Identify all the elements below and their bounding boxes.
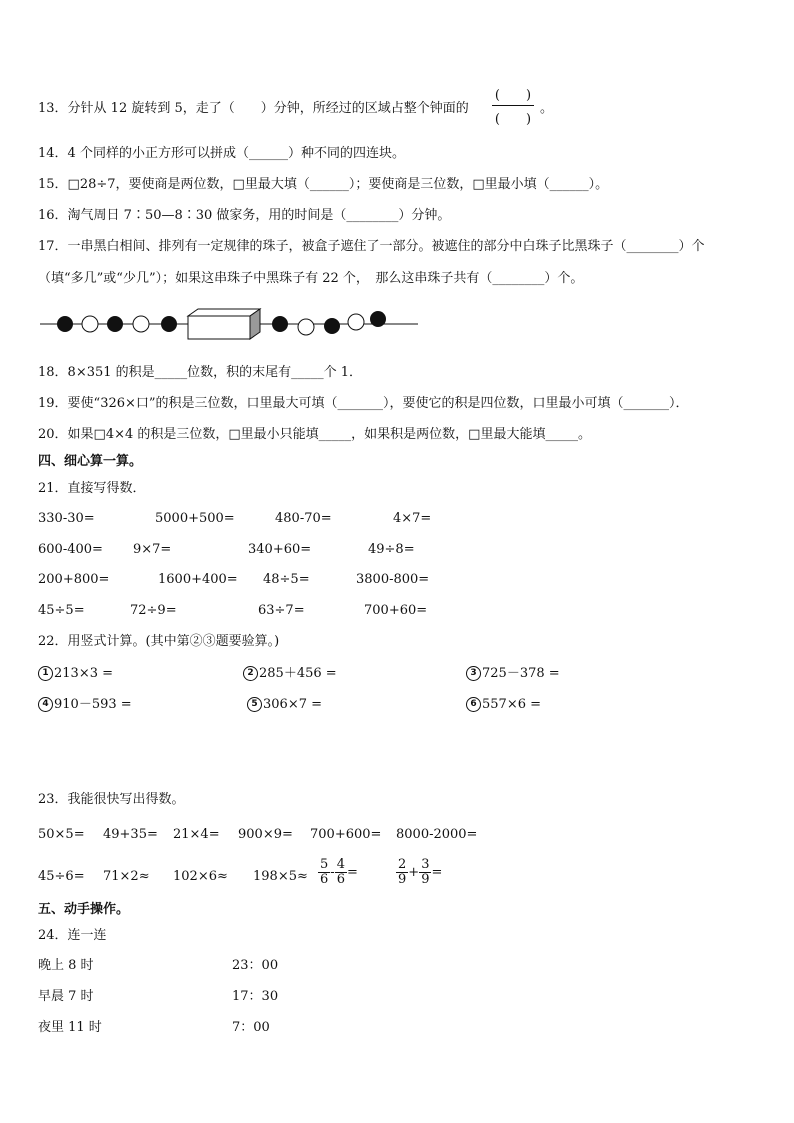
question-13-text: 13．分针从 12 旋转到 5，走了（ ）分钟，所经过的区域占整个钟面的 bbox=[38, 101, 469, 116]
question-13-end: 。 bbox=[540, 101, 554, 116]
black-bead bbox=[107, 316, 123, 332]
black-bead bbox=[324, 318, 340, 334]
black-bead bbox=[272, 316, 288, 332]
calc-item: 200+800= bbox=[38, 572, 110, 587]
calc-item: 600-400= bbox=[38, 542, 103, 557]
item-number-circle: 2 bbox=[243, 666, 258, 681]
calc-item: 71×2≈ bbox=[103, 869, 150, 884]
black-bead bbox=[57, 316, 73, 332]
match-right-item: 17：30 bbox=[232, 989, 279, 1004]
question-20: 20．如果□4×4 的积是三位数，□里最小只能填_____，如果积是两位数，□里最大能填_____。 bbox=[38, 427, 591, 442]
white-bead bbox=[82, 316, 98, 332]
question-17-line2: （填“多几”或“少几”）；如果这串珠子中黑珠子有 22 个， 那么这串珠子共有（________）个。 bbox=[38, 271, 584, 286]
vertical-calc-item: 3 725－378 = bbox=[466, 665, 560, 683]
question-13-fraction bbox=[492, 84, 534, 127]
calc-item: 3800-800= bbox=[356, 572, 430, 587]
calc-item: 700+600= bbox=[310, 827, 382, 842]
question-15: 15．□28÷7，要使商是两位数，□里最大填（______）；要使商是三位数，□里最小填（______）。 bbox=[38, 177, 609, 192]
item-number-circle: 6 bbox=[466, 697, 481, 712]
white-bead bbox=[298, 319, 314, 335]
vertical-calc-item: 2 285＋456 = bbox=[243, 665, 337, 683]
question-18: 18．8×351 的积是_____位数，积的末尾有_____个 1． bbox=[38, 365, 363, 380]
calc-item: 700+60= bbox=[364, 603, 428, 618]
calc-item: 102×6≈ bbox=[173, 869, 228, 884]
calc-item: 1600+400= bbox=[158, 572, 238, 587]
white-bead bbox=[133, 316, 149, 332]
calc-item: 4×7= bbox=[393, 511, 432, 526]
question-16: 16．淘气周日 7∶50—8∶30 做家务，用的时间是（________）分钟。 bbox=[38, 208, 451, 223]
vertical-calc-item: 5 306×7 = bbox=[247, 696, 322, 714]
match-left-item: 早晨 7 时 bbox=[38, 989, 94, 1004]
section-4-heading: 四、细心算一算。 bbox=[38, 454, 143, 469]
question-17-line1: 17．一串黑白相间、排列有一定规律的珠子，被盒子遮住了一部分。被遮住的部分中白珠子比黑珠子（________）个 bbox=[38, 239, 705, 254]
calc-item: 45÷6= bbox=[38, 869, 85, 884]
fraction-expression: $\frac{5}{6}$ - $\frac{4}{6}$ = bbox=[320, 857, 358, 887]
question-24-title: 24．连一连 bbox=[38, 928, 107, 943]
question-19: 19．要使“326×口”的积是三位数，口里最大可填（_______），要使它的积是四位数，口里最小可填（_______）． bbox=[38, 396, 689, 411]
match-right-item: 7：00 bbox=[232, 1020, 270, 1035]
calc-item: 330-30= bbox=[38, 511, 95, 526]
calc-item: 49+35= bbox=[103, 827, 158, 842]
calc-item: 8000-2000= bbox=[396, 827, 478, 842]
question-13 bbox=[38, 100, 469, 118]
item-number-circle: 4 bbox=[38, 697, 53, 712]
match-left-item: 夜里 11 时 bbox=[38, 1020, 102, 1035]
question-21-title: 21．直接写得数． bbox=[38, 481, 146, 496]
calc-item: 198×5≈ bbox=[253, 869, 308, 884]
match-left-item: 晚上 8 时 bbox=[38, 958, 94, 973]
bead-string-figure bbox=[38, 308, 428, 344]
match-right-item: 23：00 bbox=[232, 958, 279, 973]
calc-item: 45÷5= bbox=[38, 603, 85, 618]
calc-item: 21×4= bbox=[173, 827, 220, 842]
item-number-circle: 3 bbox=[466, 666, 481, 681]
calc-item: 340+60= bbox=[248, 542, 312, 557]
calc-item: 72÷9= bbox=[130, 603, 177, 618]
vertical-calc-item: 4 910－593 = bbox=[38, 696, 132, 714]
question-23-title: 23．我能很快写出得数。 bbox=[38, 792, 185, 807]
question-14: 14．4 个同样的小正方形可以拼成（______）种不同的四连块。 bbox=[38, 146, 405, 161]
calc-item: 900×9= bbox=[238, 827, 293, 842]
calc-item: 50×5= bbox=[38, 827, 85, 842]
fraction-expression: $\frac{2}{9}$ + $\frac{3}{9}$ = bbox=[398, 857, 443, 887]
black-bead bbox=[161, 316, 177, 332]
fraction-denominator: ( ) bbox=[494, 112, 532, 127]
calc-item: 48÷5= bbox=[263, 572, 310, 587]
white-bead bbox=[348, 314, 364, 330]
vertical-calc-item: 6 557×6 = bbox=[466, 696, 541, 714]
item-number-circle: 5 bbox=[247, 697, 262, 712]
item-number-circle: 1 bbox=[38, 666, 53, 681]
calc-item: 5000+500= bbox=[155, 511, 235, 526]
calc-item: 480-70= bbox=[275, 511, 332, 526]
calc-item: 9×7= bbox=[133, 542, 172, 557]
calc-item: 49÷8= bbox=[368, 542, 415, 557]
fraction-numerator: ( ) bbox=[494, 88, 532, 103]
calc-item: 63÷7= bbox=[258, 603, 305, 618]
vertical-calc-item: 1 213×3 = bbox=[38, 665, 113, 683]
section-5-heading: 五、动手操作。 bbox=[38, 902, 130, 917]
covering-box bbox=[188, 309, 260, 339]
black-bead bbox=[370, 311, 386, 327]
question-22-title: 22．用竖式计算。(其中第②③题要验算。) bbox=[38, 634, 280, 649]
